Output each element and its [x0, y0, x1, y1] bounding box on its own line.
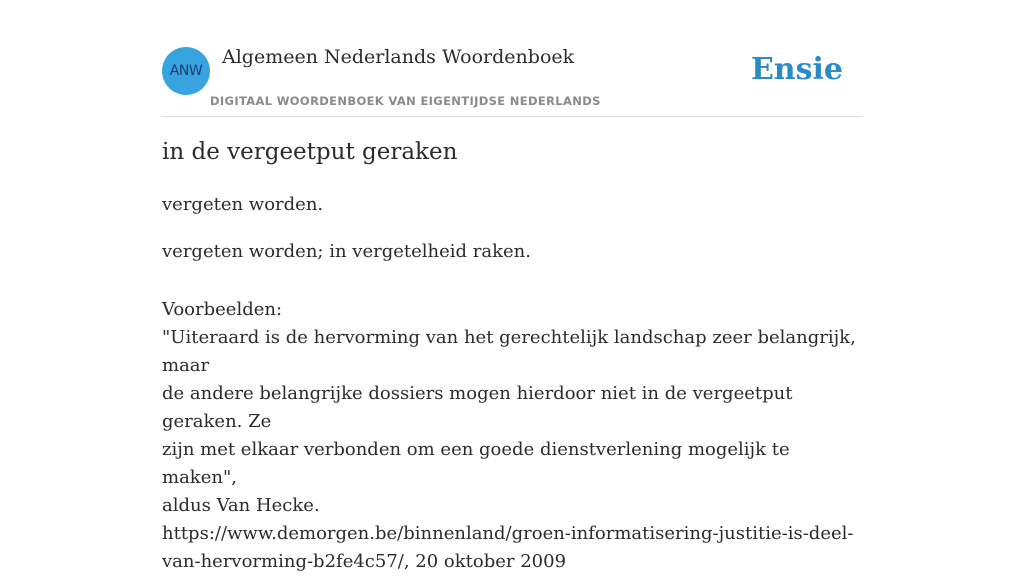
page — [162, 0, 862, 572]
definition-long: vergeten worden; in vergetelheid raken. — [162, 241, 531, 262]
example-line: de andere belangrijke dossiers mogen hierdoor niet in de vergeetput geraken. Ze — [162, 383, 793, 432]
entry-title: in de vergeetput geraken — [162, 139, 458, 165]
definition-short: vergeten worden. — [162, 194, 324, 215]
examples-label: Voorbeelden: — [162, 299, 283, 320]
site-title[interactable]: Algemeen Nederlands Woordenboek — [222, 46, 575, 68]
example-source-line: van-hervorming-b2fe4c57/, 20 oktober 2009 — [162, 551, 567, 572]
example-line: zijn met elkaar verbonden om een goede dienstverlening mogelijk te maken", — [162, 439, 790, 488]
header — [162, 0, 862, 117]
site-subtitle: DIGITAAL WOORDENBOEK VAN EIGENTIJDSE NEDERLANDS — [210, 94, 601, 108]
ensie-brand-link[interactable]: Ensie — [750, 52, 843, 87]
example-line: "Uiteraard is de hervorming van het gerechtelijk landschap zeer belangrijk, maar — [162, 327, 856, 376]
anw-logo[interactable] — [162, 47, 210, 95]
example-source-line: https://www.demorgen.be/binnenland/groen-informatisering-justitie-is-deel- — [162, 523, 854, 544]
example-line: aldus Van Hecke. — [162, 495, 320, 516]
logo-text: ANW — [169, 63, 203, 79]
examples-block — [162, 296, 862, 576]
